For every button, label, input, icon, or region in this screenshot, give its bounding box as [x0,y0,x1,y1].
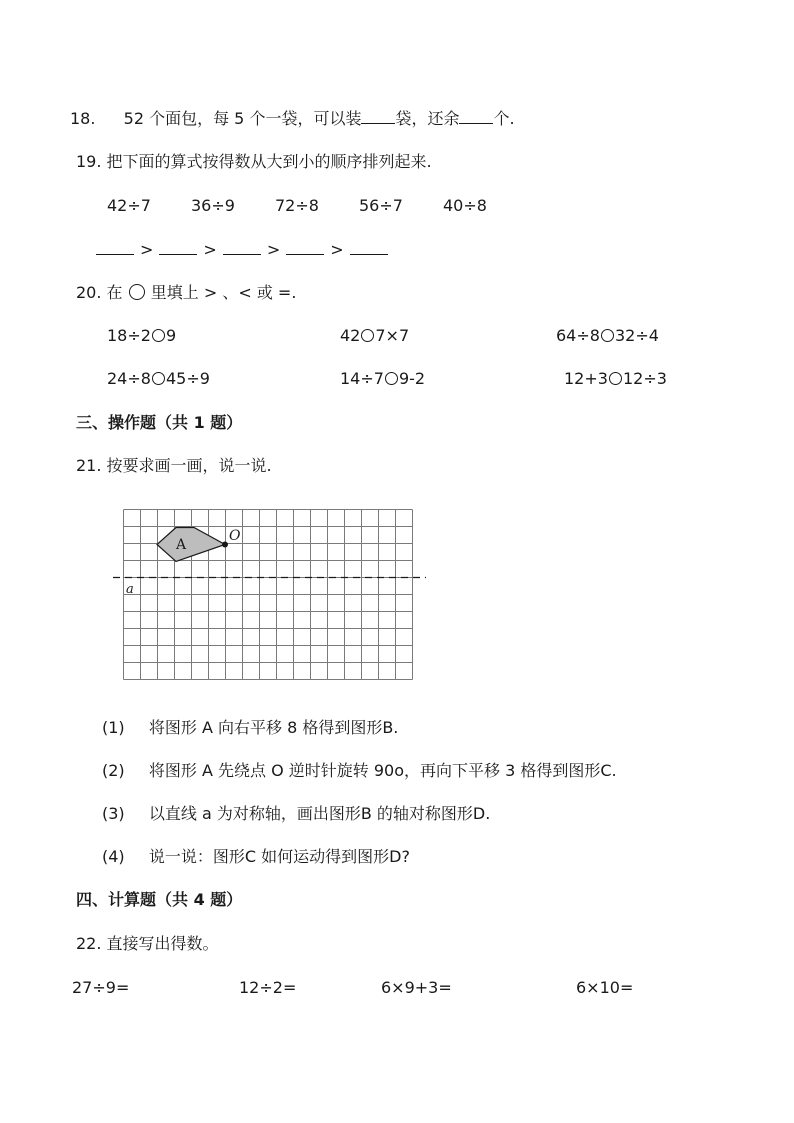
greater-than-sign: > [330,240,344,259]
expression: 36÷9 [191,196,235,215]
answer-blank[interactable] [286,240,324,255]
sub-question: (2) 将图形 A 先绕点 O 逆时针旋转 90o，再向下平移 3 格得到图形C. [102,761,617,780]
compare-circle[interactable] [152,329,165,342]
compare-circle[interactable] [361,329,374,342]
answer-blank[interactable] [459,109,493,124]
compare-circle[interactable] [385,372,398,385]
question-21 [76,456,272,476]
axis-label: a [126,582,134,597]
greater-than-sign: > [266,240,281,259]
expression: 40÷8 [443,196,487,215]
answer-blank[interactable] [96,240,134,255]
question-text: 把下面的算式按得数从大到小的顺序排列起来. [106,152,432,171]
sub-question: (4) 说一说：图形C 如何运动得到图形D? [102,847,410,866]
section-title: 四、计算题（共 4 题） [76,890,243,909]
compare-circle[interactable] [152,372,165,385]
question-text: 里填上 > 、< 或 =. [150,283,297,302]
compare-circle[interactable] [609,372,622,385]
greater-than-sign: > [140,240,154,259]
question-text: 在 [106,283,123,302]
shape-label: A [176,537,187,553]
grid-figure[interactable] [110,505,430,687]
calc-item: 6×10= [576,978,634,997]
question-20 [76,283,296,303]
section-title: 三、操作题（共 1 题） [76,413,243,432]
question-22 [76,934,219,954]
calc-item: 27÷9= [72,978,130,997]
question-number: 20. [76,283,102,302]
answer-blank[interactable] [350,240,388,255]
question-text: 按要求画一画，说一说. [106,456,272,475]
circle-icon [129,284,145,300]
sub-question: (3) 以直线 a 为对称轴，画出图形B 的轴对称图形D. [102,804,491,823]
compare-item: 64÷8 32÷4 [556,326,659,345]
answer-blank[interactable] [223,240,261,255]
question-text: 个. [493,109,515,128]
question-19 [76,152,432,172]
compare-item: 24÷8 45÷9 [107,369,210,388]
point-o [222,542,228,548]
question-18 [70,109,515,129]
expression: 56÷7 [359,196,403,215]
question-number: 21. [76,456,102,475]
compare-item: 18÷2 9 [107,326,177,345]
compare-item: 12+3 12÷3 [564,369,667,388]
compare-item: 14÷7 9-2 [340,369,426,388]
answer-blank[interactable] [361,109,395,124]
question-text: 袋，还余 [395,109,460,128]
question-number: 22. [76,934,102,953]
compare-item: 42 7×7 [340,326,410,345]
question-text: 直接写出得数。 [106,934,219,953]
sub-question: (1) 将图形 A 向右平移 8 格得到图形B. [102,718,399,737]
ordering-row [96,240,388,260]
calc-item: 6×9+3= [381,978,452,997]
answer-blank[interactable] [159,240,197,255]
expression: 42÷7 [107,196,151,215]
question-number: 18. [70,109,96,128]
question-number: 19. [76,152,102,171]
shape-a[interactable] [157,528,225,562]
question-text: 52 个面包，每 5 个一袋，可以装 [123,109,362,128]
expression: 72÷8 [275,196,319,215]
compare-circle[interactable] [601,329,614,342]
greater-than-sign: > [203,240,217,259]
calc-item: 12÷2= [239,978,297,997]
point-label: O [229,528,241,544]
